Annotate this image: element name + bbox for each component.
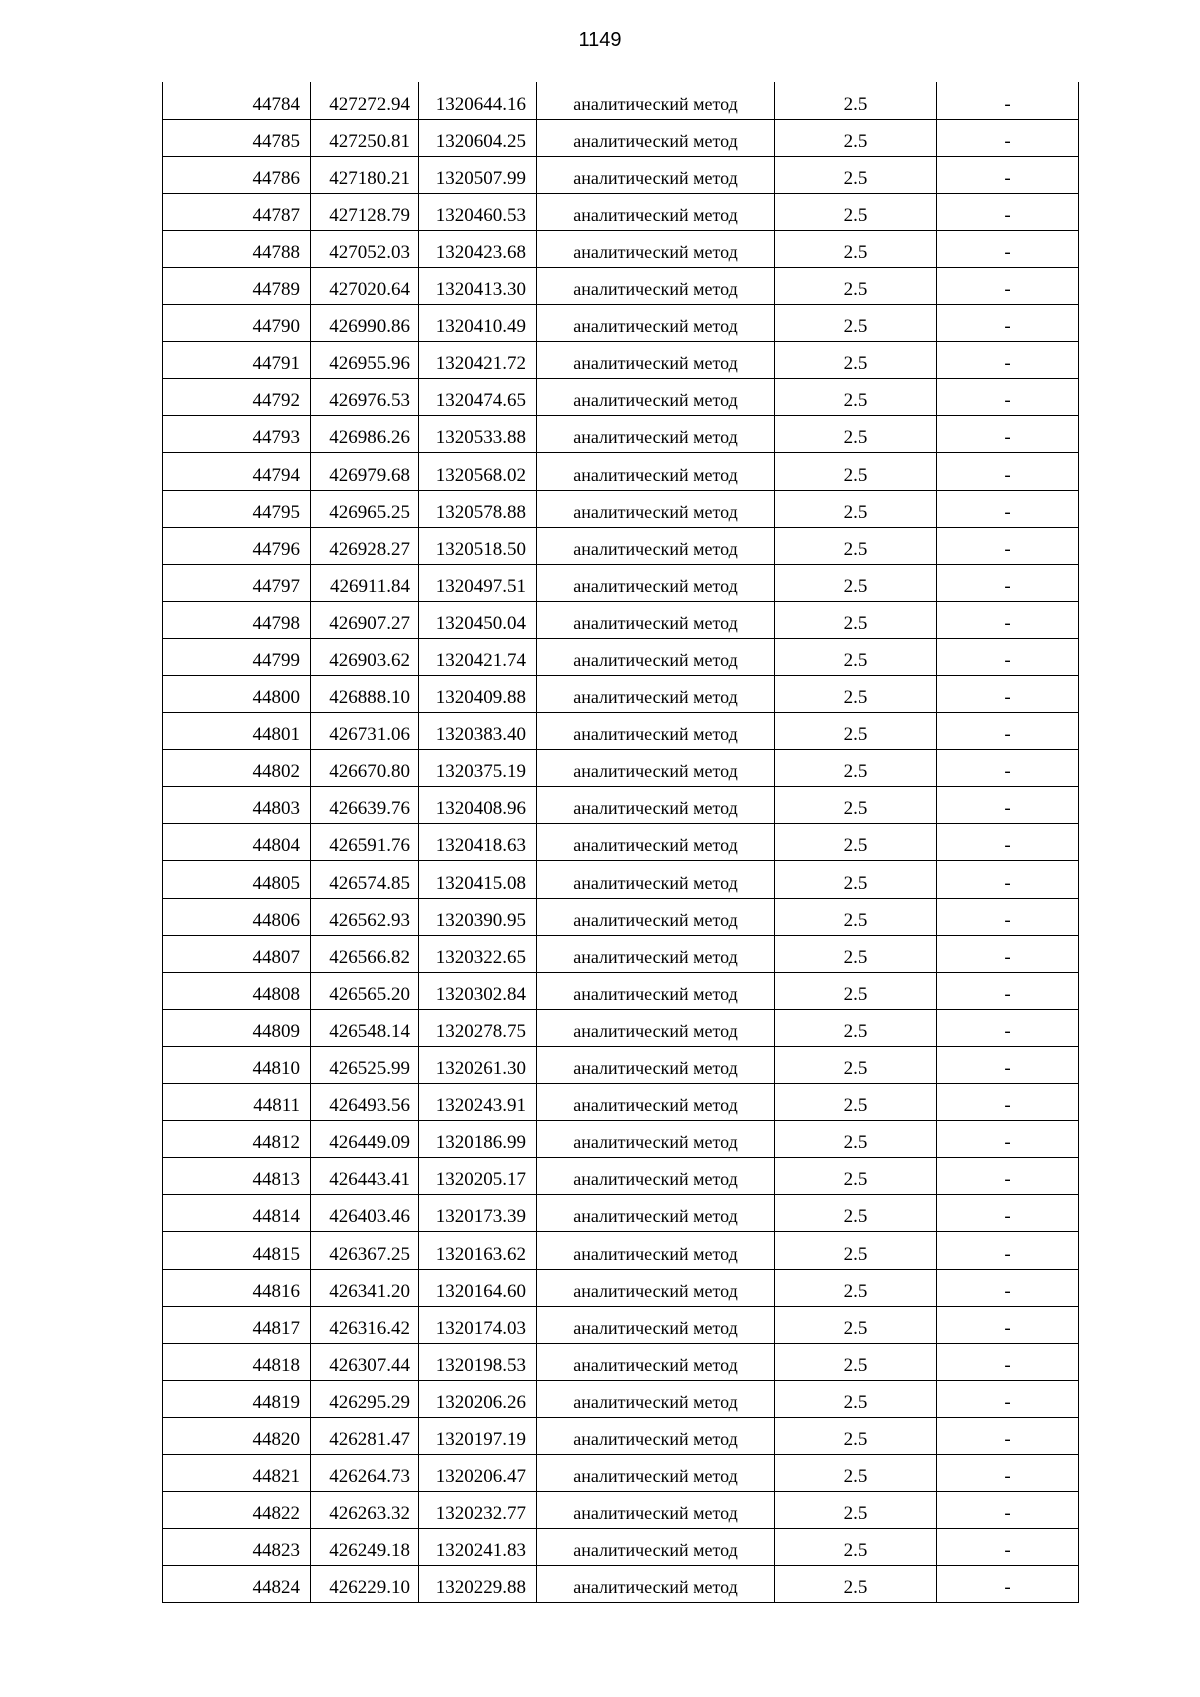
- note-cell: -: [937, 1380, 1079, 1417]
- point-number-cell: 44822: [163, 1492, 311, 1529]
- note-cell: -: [937, 787, 1079, 824]
- coordinates-table-wrapper: [162, 82, 1078, 1603]
- y-coordinate-cell: 1320418.63: [419, 824, 537, 861]
- note-cell: -: [937, 861, 1079, 898]
- method-cell: аналитический метод: [537, 713, 775, 750]
- x-coordinate-cell: 426731.06: [311, 713, 419, 750]
- point-number-cell: 44817: [163, 1306, 311, 1343]
- point-number-cell: 44812: [163, 1121, 311, 1158]
- accuracy-cell: 2.5: [775, 1529, 937, 1566]
- accuracy-cell: 2.5: [775, 935, 937, 972]
- note-cell: -: [937, 416, 1079, 453]
- table-row: [163, 230, 1079, 267]
- accuracy-cell: 2.5: [775, 638, 937, 675]
- method-cell: аналитический метод: [537, 898, 775, 935]
- point-number-cell: 44796: [163, 527, 311, 564]
- table-row: [163, 1454, 1079, 1491]
- x-coordinate-cell: 426976.53: [311, 379, 419, 416]
- note-cell: -: [937, 1195, 1079, 1232]
- method-cell: аналитический метод: [537, 453, 775, 490]
- table-row: [163, 267, 1079, 304]
- y-coordinate-cell: 1320421.74: [419, 638, 537, 675]
- x-coordinate-cell: 426979.68: [311, 453, 419, 490]
- x-coordinate-cell: 426307.44: [311, 1343, 419, 1380]
- x-coordinate-cell: 427180.21: [311, 156, 419, 193]
- table-row: [163, 82, 1079, 119]
- method-cell: аналитический метод: [537, 1158, 775, 1195]
- point-number-cell: 44792: [163, 379, 311, 416]
- method-cell: аналитический метод: [537, 1306, 775, 1343]
- table-row: [163, 601, 1079, 638]
- accuracy-cell: 2.5: [775, 898, 937, 935]
- method-cell: аналитический метод: [537, 267, 775, 304]
- accuracy-cell: 2.5: [775, 1009, 937, 1046]
- y-coordinate-cell: 1320241.83: [419, 1529, 537, 1566]
- y-coordinate-cell: 1320383.40: [419, 713, 537, 750]
- method-cell: аналитический метод: [537, 1380, 775, 1417]
- point-number-cell: 44791: [163, 342, 311, 379]
- method-cell: аналитический метод: [537, 1121, 775, 1158]
- accuracy-cell: 2.5: [775, 119, 937, 156]
- table-row: [163, 1046, 1079, 1083]
- x-coordinate-cell: 426562.93: [311, 898, 419, 935]
- table-row: [163, 898, 1079, 935]
- y-coordinate-cell: 1320278.75: [419, 1009, 537, 1046]
- table-row: [163, 1121, 1079, 1158]
- y-coordinate-cell: 1320206.47: [419, 1454, 537, 1491]
- point-number-cell: 44818: [163, 1343, 311, 1380]
- point-number-cell: 44790: [163, 305, 311, 342]
- accuracy-cell: 2.5: [775, 787, 937, 824]
- method-cell: аналитический метод: [537, 824, 775, 861]
- method-cell: аналитический метод: [537, 1084, 775, 1121]
- x-coordinate-cell: 426229.10: [311, 1566, 419, 1603]
- x-coordinate-cell: 426965.25: [311, 490, 419, 527]
- accuracy-cell: 2.5: [775, 156, 937, 193]
- y-coordinate-cell: 1320198.53: [419, 1343, 537, 1380]
- method-cell: аналитический метод: [537, 230, 775, 267]
- table-row: [163, 156, 1079, 193]
- table-row: [163, 1529, 1079, 1566]
- point-number-cell: 44788: [163, 230, 311, 267]
- y-coordinate-cell: 1320261.30: [419, 1046, 537, 1083]
- x-coordinate-cell: 426316.42: [311, 1306, 419, 1343]
- method-cell: аналитический метод: [537, 379, 775, 416]
- point-number-cell: 44809: [163, 1009, 311, 1046]
- table-row: [163, 1009, 1079, 1046]
- method-cell: аналитический метод: [537, 1454, 775, 1491]
- accuracy-cell: 2.5: [775, 490, 937, 527]
- note-cell: -: [937, 1343, 1079, 1380]
- method-cell: аналитический метод: [537, 156, 775, 193]
- x-coordinate-cell: 426548.14: [311, 1009, 419, 1046]
- accuracy-cell: 2.5: [775, 230, 937, 267]
- table-row: [163, 527, 1079, 564]
- accuracy-cell: 2.5: [775, 1343, 937, 1380]
- y-coordinate-cell: 1320232.77: [419, 1492, 537, 1529]
- point-number-cell: 44803: [163, 787, 311, 824]
- accuracy-cell: 2.5: [775, 972, 937, 1009]
- x-coordinate-cell: 426990.86: [311, 305, 419, 342]
- table-row: [163, 713, 1079, 750]
- method-cell: аналитический метод: [537, 1343, 775, 1380]
- x-coordinate-cell: 426281.47: [311, 1417, 419, 1454]
- method-cell: аналитический метод: [537, 490, 775, 527]
- note-cell: -: [937, 750, 1079, 787]
- note-cell: -: [937, 267, 1079, 304]
- note-cell: -: [937, 156, 1079, 193]
- note-cell: -: [937, 230, 1079, 267]
- note-cell: -: [937, 1158, 1079, 1195]
- y-coordinate-cell: 1320375.19: [419, 750, 537, 787]
- y-coordinate-cell: 1320568.02: [419, 453, 537, 490]
- point-number-cell: 44807: [163, 935, 311, 972]
- note-cell: -: [937, 824, 1079, 861]
- y-coordinate-cell: 1320410.49: [419, 305, 537, 342]
- table-row: [163, 638, 1079, 675]
- y-coordinate-cell: 1320474.65: [419, 379, 537, 416]
- note-cell: -: [937, 1232, 1079, 1269]
- accuracy-cell: 2.5: [775, 1158, 937, 1195]
- table-body: [163, 82, 1079, 1603]
- method-cell: аналитический метод: [537, 1195, 775, 1232]
- point-number-cell: 44794: [163, 453, 311, 490]
- y-coordinate-cell: 1320173.39: [419, 1195, 537, 1232]
- point-number-cell: 44799: [163, 638, 311, 675]
- x-coordinate-cell: 426443.41: [311, 1158, 419, 1195]
- x-coordinate-cell: 426525.99: [311, 1046, 419, 1083]
- table-row: [163, 1232, 1079, 1269]
- note-cell: -: [937, 972, 1079, 1009]
- table-row: [163, 972, 1079, 1009]
- y-coordinate-cell: 1320644.16: [419, 82, 537, 119]
- y-coordinate-cell: 1320578.88: [419, 490, 537, 527]
- x-coordinate-cell: 427272.94: [311, 82, 419, 119]
- x-coordinate-cell: 427128.79: [311, 193, 419, 230]
- method-cell: аналитический метод: [537, 1529, 775, 1566]
- table-row: [163, 453, 1079, 490]
- note-cell: -: [937, 898, 1079, 935]
- y-coordinate-cell: 1320604.25: [419, 119, 537, 156]
- x-coordinate-cell: 426907.27: [311, 601, 419, 638]
- y-coordinate-cell: 1320497.51: [419, 564, 537, 601]
- point-number-cell: 44813: [163, 1158, 311, 1195]
- accuracy-cell: 2.5: [775, 713, 937, 750]
- y-coordinate-cell: 1320164.60: [419, 1269, 537, 1306]
- x-coordinate-cell: 426403.46: [311, 1195, 419, 1232]
- y-coordinate-cell: 1320243.91: [419, 1084, 537, 1121]
- point-number-cell: 44816: [163, 1269, 311, 1306]
- method-cell: аналитический метод: [537, 564, 775, 601]
- method-cell: аналитический метод: [537, 601, 775, 638]
- accuracy-cell: 2.5: [775, 82, 937, 119]
- x-coordinate-cell: 426565.20: [311, 972, 419, 1009]
- table-row: [163, 824, 1079, 861]
- x-coordinate-cell: 426493.56: [311, 1084, 419, 1121]
- note-cell: -: [937, 1009, 1079, 1046]
- note-cell: -: [937, 193, 1079, 230]
- coordinates-table: [162, 82, 1079, 1603]
- method-cell: аналитический метод: [537, 1492, 775, 1529]
- note-cell: -: [937, 119, 1079, 156]
- accuracy-cell: 2.5: [775, 267, 937, 304]
- accuracy-cell: 2.5: [775, 1417, 937, 1454]
- accuracy-cell: 2.5: [775, 1566, 937, 1603]
- accuracy-cell: 2.5: [775, 1121, 937, 1158]
- method-cell: аналитический метод: [537, 119, 775, 156]
- x-coordinate-cell: 426566.82: [311, 935, 419, 972]
- accuracy-cell: 2.5: [775, 824, 937, 861]
- note-cell: -: [937, 1492, 1079, 1529]
- note-cell: -: [937, 1084, 1079, 1121]
- accuracy-cell: 2.5: [775, 1306, 937, 1343]
- point-number-cell: 44800: [163, 676, 311, 713]
- accuracy-cell: 2.5: [775, 416, 937, 453]
- note-cell: -: [937, 601, 1079, 638]
- method-cell: аналитический метод: [537, 972, 775, 1009]
- x-coordinate-cell: 426264.73: [311, 1454, 419, 1491]
- note-cell: -: [937, 1417, 1079, 1454]
- note-cell: -: [937, 1529, 1079, 1566]
- note-cell: -: [937, 453, 1079, 490]
- note-cell: -: [937, 82, 1079, 119]
- table-row: [163, 1380, 1079, 1417]
- x-coordinate-cell: 426449.09: [311, 1121, 419, 1158]
- accuracy-cell: 2.5: [775, 1232, 937, 1269]
- accuracy-cell: 2.5: [775, 305, 937, 342]
- table-row: [163, 1306, 1079, 1343]
- note-cell: -: [937, 638, 1079, 675]
- table-row: [163, 935, 1079, 972]
- table-row: [163, 1084, 1079, 1121]
- accuracy-cell: 2.5: [775, 1046, 937, 1083]
- method-cell: аналитический метод: [537, 305, 775, 342]
- note-cell: -: [937, 1269, 1079, 1306]
- y-coordinate-cell: 1320322.65: [419, 935, 537, 972]
- x-coordinate-cell: 426591.76: [311, 824, 419, 861]
- point-number-cell: 44797: [163, 564, 311, 601]
- table-row: [163, 305, 1079, 342]
- method-cell: аналитический метод: [537, 1566, 775, 1603]
- method-cell: аналитический метод: [537, 416, 775, 453]
- accuracy-cell: 2.5: [775, 453, 937, 490]
- method-cell: аналитический метод: [537, 193, 775, 230]
- note-cell: -: [937, 1306, 1079, 1343]
- x-coordinate-cell: 426888.10: [311, 676, 419, 713]
- point-number-cell: 44805: [163, 861, 311, 898]
- point-number-cell: 44793: [163, 416, 311, 453]
- accuracy-cell: 2.5: [775, 1195, 937, 1232]
- note-cell: -: [937, 713, 1079, 750]
- point-number-cell: 44815: [163, 1232, 311, 1269]
- method-cell: аналитический метод: [537, 1417, 775, 1454]
- note-cell: -: [937, 342, 1079, 379]
- note-cell: -: [937, 564, 1079, 601]
- accuracy-cell: 2.5: [775, 601, 937, 638]
- point-number-cell: 44824: [163, 1566, 311, 1603]
- method-cell: аналитический метод: [537, 676, 775, 713]
- accuracy-cell: 2.5: [775, 342, 937, 379]
- y-coordinate-cell: 1320409.88: [419, 676, 537, 713]
- x-coordinate-cell: 426955.96: [311, 342, 419, 379]
- table-row: [163, 1566, 1079, 1603]
- table-row: [163, 1343, 1079, 1380]
- point-number-cell: 44789: [163, 267, 311, 304]
- x-coordinate-cell: 426574.85: [311, 861, 419, 898]
- accuracy-cell: 2.5: [775, 861, 937, 898]
- point-number-cell: 44821: [163, 1454, 311, 1491]
- method-cell: аналитический метод: [537, 1009, 775, 1046]
- method-cell: аналитический метод: [537, 638, 775, 675]
- method-cell: аналитический метод: [537, 1046, 775, 1083]
- accuracy-cell: 2.5: [775, 1380, 937, 1417]
- note-cell: -: [937, 1121, 1079, 1158]
- method-cell: аналитический метод: [537, 750, 775, 787]
- point-number-cell: 44820: [163, 1417, 311, 1454]
- y-coordinate-cell: 1320423.68: [419, 230, 537, 267]
- y-coordinate-cell: 1320415.08: [419, 861, 537, 898]
- x-coordinate-cell: 426249.18: [311, 1529, 419, 1566]
- accuracy-cell: 2.5: [775, 1084, 937, 1121]
- x-coordinate-cell: 426911.84: [311, 564, 419, 601]
- accuracy-cell: 2.5: [775, 527, 937, 564]
- x-coordinate-cell: 426903.62: [311, 638, 419, 675]
- note-cell: -: [937, 379, 1079, 416]
- accuracy-cell: 2.5: [775, 750, 937, 787]
- note-cell: -: [937, 490, 1079, 527]
- note-cell: -: [937, 1046, 1079, 1083]
- point-number-cell: 44787: [163, 193, 311, 230]
- table-row: [163, 119, 1079, 156]
- method-cell: аналитический метод: [537, 935, 775, 972]
- point-number-cell: 44819: [163, 1380, 311, 1417]
- table-row: [163, 379, 1079, 416]
- point-number-cell: 44795: [163, 490, 311, 527]
- table-row: [163, 750, 1079, 787]
- x-coordinate-cell: 427250.81: [311, 119, 419, 156]
- accuracy-cell: 2.5: [775, 1492, 937, 1529]
- table-row: [163, 1492, 1079, 1529]
- accuracy-cell: 2.5: [775, 379, 937, 416]
- method-cell: аналитический метод: [537, 82, 775, 119]
- point-number-cell: 44811: [163, 1084, 311, 1121]
- point-number-cell: 44786: [163, 156, 311, 193]
- y-coordinate-cell: 1320507.99: [419, 156, 537, 193]
- method-cell: аналитический метод: [537, 527, 775, 564]
- note-cell: -: [937, 1566, 1079, 1603]
- y-coordinate-cell: 1320197.19: [419, 1417, 537, 1454]
- x-coordinate-cell: 426986.26: [311, 416, 419, 453]
- method-cell: аналитический метод: [537, 1269, 775, 1306]
- method-cell: аналитический метод: [537, 787, 775, 824]
- point-number-cell: 44804: [163, 824, 311, 861]
- table-row: [163, 1269, 1079, 1306]
- y-coordinate-cell: 1320302.84: [419, 972, 537, 1009]
- point-number-cell: 44798: [163, 601, 311, 638]
- x-coordinate-cell: 426341.20: [311, 1269, 419, 1306]
- y-coordinate-cell: 1320229.88: [419, 1566, 537, 1603]
- table-row: [163, 416, 1079, 453]
- y-coordinate-cell: 1320205.17: [419, 1158, 537, 1195]
- point-number-cell: 44814: [163, 1195, 311, 1232]
- note-cell: -: [937, 305, 1079, 342]
- table-row: [163, 490, 1079, 527]
- accuracy-cell: 2.5: [775, 676, 937, 713]
- table-row: [163, 787, 1079, 824]
- point-number-cell: 44784: [163, 82, 311, 119]
- y-coordinate-cell: 1320460.53: [419, 193, 537, 230]
- method-cell: аналитический метод: [537, 861, 775, 898]
- accuracy-cell: 2.5: [775, 1269, 937, 1306]
- y-coordinate-cell: 1320174.03: [419, 1306, 537, 1343]
- note-cell: -: [937, 527, 1079, 564]
- table-row: [163, 861, 1079, 898]
- method-cell: аналитический метод: [537, 342, 775, 379]
- y-coordinate-cell: 1320186.99: [419, 1121, 537, 1158]
- y-coordinate-cell: 1320206.26: [419, 1380, 537, 1417]
- x-coordinate-cell: 426295.29: [311, 1380, 419, 1417]
- note-cell: -: [937, 1454, 1079, 1491]
- table-row: [163, 193, 1079, 230]
- point-number-cell: 44806: [163, 898, 311, 935]
- y-coordinate-cell: 1320533.88: [419, 416, 537, 453]
- y-coordinate-cell: 1320390.95: [419, 898, 537, 935]
- table-row: [163, 1158, 1079, 1195]
- point-number-cell: 44802: [163, 750, 311, 787]
- y-coordinate-cell: 1320518.50: [419, 527, 537, 564]
- x-coordinate-cell: 427020.64: [311, 267, 419, 304]
- table-row: [163, 676, 1079, 713]
- accuracy-cell: 2.5: [775, 1454, 937, 1491]
- y-coordinate-cell: 1320163.62: [419, 1232, 537, 1269]
- note-cell: -: [937, 935, 1079, 972]
- table-row: [163, 342, 1079, 379]
- x-coordinate-cell: 426670.80: [311, 750, 419, 787]
- method-cell: аналитический метод: [537, 1232, 775, 1269]
- x-coordinate-cell: 426928.27: [311, 527, 419, 564]
- x-coordinate-cell: 427052.03: [311, 230, 419, 267]
- accuracy-cell: 2.5: [775, 193, 937, 230]
- point-number-cell: 44810: [163, 1046, 311, 1083]
- point-number-cell: 44785: [163, 119, 311, 156]
- y-coordinate-cell: 1320421.72: [419, 342, 537, 379]
- page-number: 1149: [578, 29, 622, 51]
- accuracy-cell: 2.5: [775, 564, 937, 601]
- y-coordinate-cell: 1320413.30: [419, 267, 537, 304]
- point-number-cell: 44801: [163, 713, 311, 750]
- point-number-cell: 44823: [163, 1529, 311, 1566]
- x-coordinate-cell: 426367.25: [311, 1232, 419, 1269]
- point-number-cell: 44808: [163, 972, 311, 1009]
- table-row: [163, 564, 1079, 601]
- note-cell: -: [937, 676, 1079, 713]
- table-row: [163, 1195, 1079, 1232]
- x-coordinate-cell: 426263.32: [311, 1492, 419, 1529]
- table-row: [163, 1417, 1079, 1454]
- y-coordinate-cell: 1320450.04: [419, 601, 537, 638]
- y-coordinate-cell: 1320408.96: [419, 787, 537, 824]
- x-coordinate-cell: 426639.76: [311, 787, 419, 824]
